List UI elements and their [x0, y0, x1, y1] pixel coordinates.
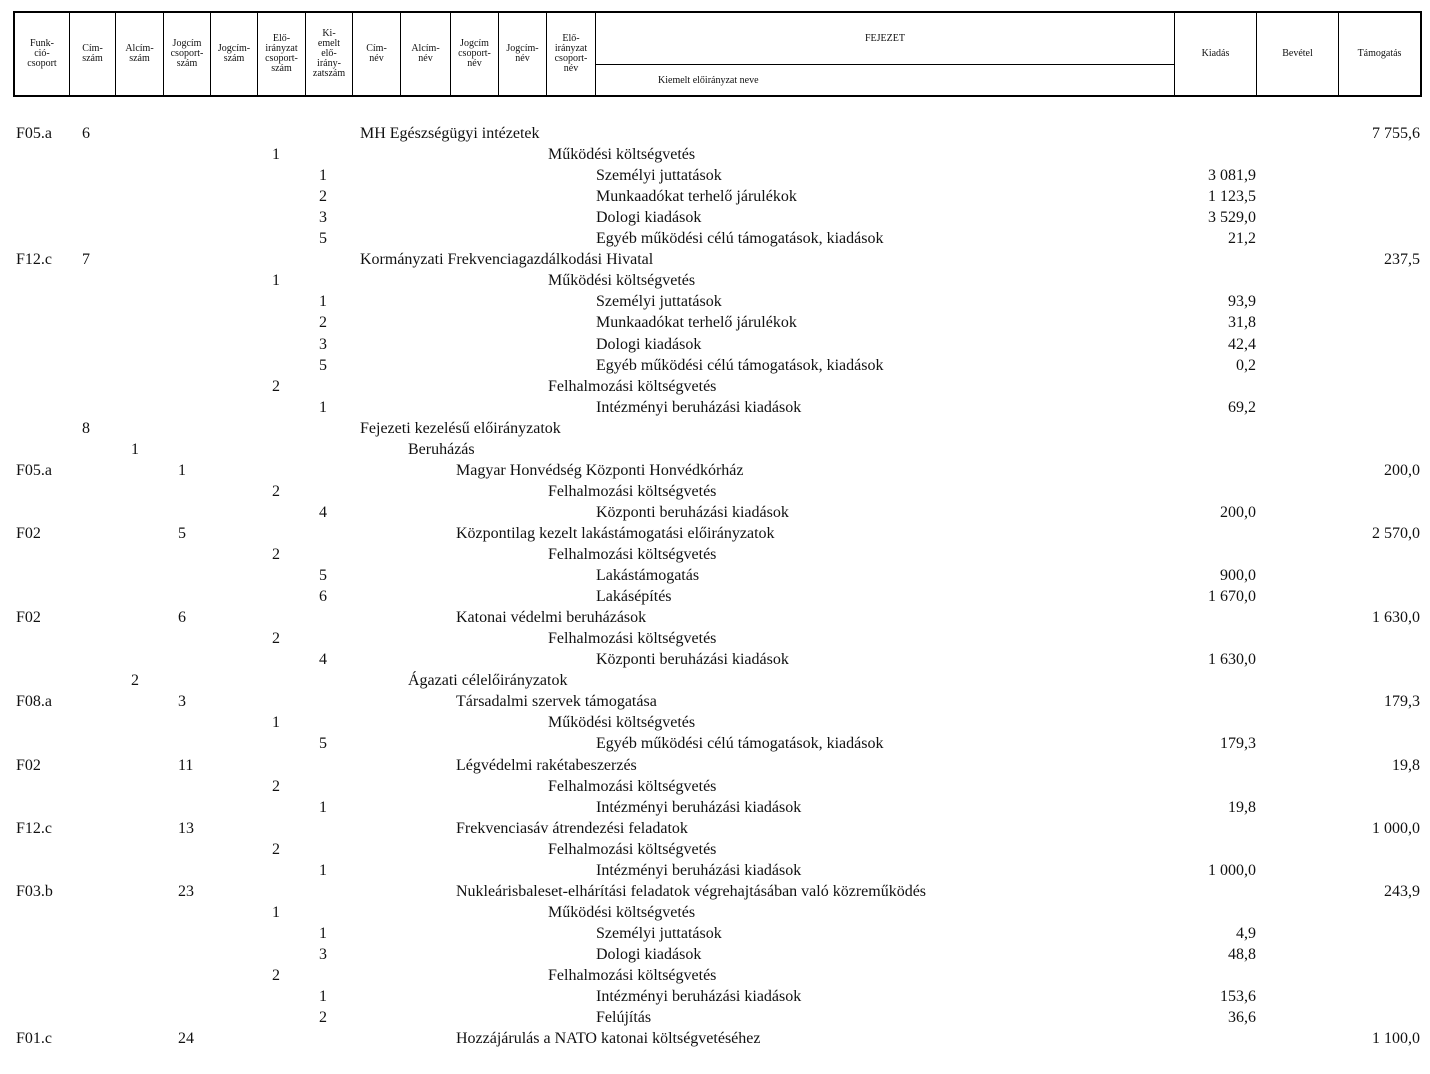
cell-name: Társadalmi szervek támogatása — [456, 693, 657, 711]
cell-kiemelt: 1 — [319, 167, 327, 185]
cell-eloir: 2 — [272, 630, 280, 648]
table-row — [0, 776, 1430, 797]
cell-name: Felhalmozási költségvetés — [548, 482, 717, 500]
header-bevetel: Bevétel — [1257, 13, 1339, 95]
table-row — [0, 797, 1430, 818]
cell-tamogatas: 237,5 — [1384, 251, 1420, 269]
table-row — [0, 670, 1430, 691]
table-row — [0, 481, 1430, 502]
table-row — [0, 755, 1430, 776]
table-row — [0, 1007, 1430, 1028]
cell-eloir: 1 — [272, 272, 280, 290]
table-row — [0, 565, 1430, 586]
table-row — [0, 228, 1430, 249]
cell-kiadas: 3 081,9 — [1208, 167, 1256, 185]
cell-kiadas: 31,8 — [1228, 314, 1256, 332]
cell-name: Magyar Honvédség Központi Honvédkórház — [456, 461, 744, 479]
cell-kiemelt: 6 — [319, 588, 327, 606]
header-cim-nev: Cím- név — [353, 13, 401, 95]
cell-kiadas: 36,6 — [1228, 1009, 1256, 1027]
cell-tamogatas: 1 000,0 — [1372, 819, 1420, 837]
cell-eloir: 2 — [272, 840, 280, 858]
cell-name: Központi beruházási kiadások — [596, 503, 789, 521]
cell-name: Lakástámogatás — [596, 567, 700, 585]
header-jogcim-szam: Jogcím- szám — [211, 13, 258, 95]
cell-alcim: 2 — [131, 672, 139, 690]
table-row — [0, 691, 1430, 712]
cell-funkcio: F02 — [16, 609, 41, 627]
table-row — [0, 944, 1430, 965]
header-eloiranyzat-csoport-nev: Elő- irányzat csoport- név — [547, 13, 596, 95]
cell-kiadas: 42,4 — [1228, 335, 1256, 353]
cell-name: Intézményi beruházási kiadások — [596, 988, 802, 1006]
cell-funkcio: F01.c — [16, 1030, 52, 1048]
cell-name: Felhalmozási költségvetés — [548, 630, 717, 648]
cell-name: MH Egészségügyi intézetek — [360, 125, 540, 142]
cell-name: Felhalmozási költségvetés — [548, 840, 717, 858]
table-row — [0, 712, 1430, 733]
cell-name: Felhalmozási költségvetés — [548, 546, 717, 563]
cell-name: Személyi juttatások — [596, 167, 722, 185]
cell-name: Felhalmozási költségvetés — [548, 967, 717, 984]
cell-jogcimcsop: 13 — [178, 819, 194, 837]
cell-name: Működési költségvetés — [548, 903, 696, 921]
cell-kiadas: 93,9 — [1228, 293, 1256, 311]
header-fejezet-block — [596, 13, 1175, 95]
cell-kiadas: 69,2 — [1228, 398, 1256, 416]
cell-eloir: 2 — [272, 967, 280, 984]
table-row — [0, 376, 1430, 397]
cell-tamogatas: 200,0 — [1384, 461, 1420, 479]
cell-jogcimcsop: 11 — [178, 756, 194, 774]
table-row — [0, 586, 1430, 607]
cell-kiadas: 1 630,0 — [1208, 651, 1256, 669]
cell-name: Kormányzati Frekvenciagazdálkodási Hivatal — [360, 251, 654, 269]
cell-name: Felhalmozási költségvetés — [548, 777, 717, 795]
table-row — [0, 312, 1430, 333]
cell-eloir: 1 — [272, 903, 280, 921]
table-row — [0, 460, 1430, 481]
cell-name: Légvédelmi rakétabeszerzés — [456, 756, 637, 774]
cell-kiemelt: 5 — [319, 735, 327, 753]
cell-kiemelt: 5 — [319, 230, 327, 248]
table-row — [0, 965, 1430, 986]
cell-name: Egyéb működési célú támogatások, kiadások — [596, 230, 884, 248]
cell-jogcimcsop: 24 — [178, 1030, 194, 1048]
cell-kiadas: 4,9 — [1236, 924, 1256, 942]
cell-cim: 8 — [82, 419, 90, 437]
cell-eloir: 2 — [272, 777, 280, 795]
cell-kiemelt: 1 — [319, 988, 327, 1006]
cell-kiemelt: 2 — [319, 1009, 327, 1027]
table-row — [0, 144, 1430, 165]
cell-eloir: 1 — [272, 714, 280, 732]
header-jogcimcsoport-nev: Jogcím csoport- név — [451, 13, 499, 95]
cell-name: Személyi juttatások — [596, 293, 722, 311]
table-row — [0, 839, 1430, 860]
cell-name: Munkaadókat terhelő járulékok — [596, 314, 797, 332]
cell-eloir: 2 — [272, 482, 280, 500]
header-jogcimcsoport-szam: Jogcím csoport- szám — [164, 13, 211, 95]
table-row — [0, 860, 1430, 881]
cell-name: Hozzájárulás a NATO katonai költségvetéséhez — [456, 1030, 761, 1048]
cell-name: Személyi juttatások — [596, 924, 722, 942]
cell-funkcio: F12.c — [16, 819, 52, 837]
cell-kiemelt: 5 — [319, 356, 327, 374]
table-row — [0, 881, 1430, 902]
header-kiemelt-eloiranyzat-neve: Kiemelt előirányzat neve — [658, 74, 759, 86]
table-row — [0, 1028, 1430, 1049]
header-funkcio-csoport: Funk- ció- csoport — [15, 13, 70, 95]
table-row — [0, 186, 1430, 207]
cell-kiadas: 1 000,0 — [1208, 861, 1256, 879]
table-row — [0, 628, 1430, 649]
cell-cim: 6 — [82, 125, 90, 142]
cell-kiemelt: 4 — [319, 503, 327, 521]
table-row — [0, 334, 1430, 355]
header-fejezet: FEJEZET — [596, 13, 1174, 65]
cell-kiemelt: 2 — [319, 188, 327, 206]
cell-funkcio: F12.c — [16, 251, 52, 269]
cell-kiadas: 0,2 — [1236, 356, 1256, 374]
cell-kiadas: 48,8 — [1228, 945, 1256, 963]
cell-name: Egyéb működési célú támogatások, kiadások — [596, 735, 884, 753]
cell-funkcio: F05.a — [16, 461, 52, 479]
cell-funkcio: F02 — [16, 756, 41, 774]
cell-kiadas: 179,3 — [1220, 735, 1256, 753]
cell-funkcio: F05.a — [16, 125, 52, 142]
table-row — [0, 165, 1430, 186]
table-row — [0, 818, 1430, 839]
cell-name: Felújítás — [596, 1009, 652, 1027]
table-row — [0, 397, 1430, 418]
cell-kiadas: 1 670,0 — [1208, 588, 1256, 606]
cell-kiemelt: 1 — [319, 861, 327, 879]
cell-tamogatas: 243,9 — [1384, 882, 1420, 900]
table-row — [0, 207, 1430, 228]
cell-name: Katonai védelmi beruházások — [456, 609, 647, 627]
table-row — [0, 355, 1430, 376]
cell-tamogatas: 7 755,6 — [1372, 125, 1420, 142]
cell-kiemelt: 3 — [319, 945, 327, 963]
cell-kiadas: 19,8 — [1228, 798, 1256, 816]
table-row — [0, 439, 1430, 460]
table-row — [0, 502, 1430, 523]
header-cim-szam: Cím- szám — [70, 13, 116, 95]
cell-name: Működési költségvetés — [548, 146, 696, 164]
cell-name: Intézményi beruházási kiadások — [596, 398, 802, 416]
table-header — [13, 11, 1422, 97]
cell-name: Működési költségvetés — [548, 272, 696, 290]
cell-jogcimcsop: 1 — [178, 461, 186, 479]
table-row — [0, 544, 1430, 565]
table-row — [0, 291, 1430, 312]
cell-name: Dologi kiadások — [596, 335, 702, 353]
header-kiemelt-eloiranyzat-szam: Ki- emelt elő- irány- zatszám — [306, 13, 353, 95]
cell-name: Beruházás — [408, 440, 475, 458]
header-eloiranyzat-csoport-szam: Elő- irányzat csoport- szám — [258, 13, 306, 95]
table-row — [0, 270, 1430, 291]
table-row — [0, 123, 1430, 144]
table-row — [0, 902, 1430, 923]
table-row — [0, 733, 1430, 754]
header-alcim-szam: Alcím- szám — [116, 13, 164, 95]
cell-name: Központilag kezelt lakástámogatási előirányzatok — [456, 524, 775, 542]
cell-kiemelt: 2 — [319, 314, 327, 332]
cell-eloir: 1 — [272, 146, 280, 164]
header-tamogatas: Támogatás — [1357, 48, 1402, 59]
cell-kiadas: 900,0 — [1220, 567, 1256, 585]
cell-name: Nukleárisbaleset-elhárítási feladatok végrehajtásában való közreműködés — [456, 882, 927, 900]
cell-name: Működési költségvetés — [548, 714, 696, 732]
table-row — [0, 607, 1430, 628]
cell-cim: 7 — [82, 251, 90, 269]
cell-funkcio: F03.b — [16, 882, 53, 900]
cell-name: Egyéb működési célú támogatások, kiadások — [596, 356, 884, 374]
cell-name: Lakásépítés — [596, 588, 672, 606]
header-kiadas: Kiadás — [1175, 13, 1257, 95]
cell-alcim: 1 — [131, 440, 139, 458]
cell-jogcimcsop: 6 — [178, 609, 186, 627]
cell-tamogatas: 19,8 — [1392, 756, 1420, 774]
cell-name: Frekvenciasáv átrendezési feladatok — [456, 819, 688, 837]
table-row — [0, 418, 1430, 439]
cell-name: Központi beruházási kiadások — [596, 651, 789, 669]
cell-eloir: 2 — [272, 546, 280, 563]
table-row — [0, 249, 1430, 270]
cell-name: Intézményi beruházási kiadások — [596, 798, 802, 816]
cell-jogcimcsop: 5 — [178, 524, 186, 542]
cell-kiadas: 1 123,5 — [1208, 188, 1256, 206]
cell-tamogatas: 2 570,0 — [1372, 524, 1420, 542]
cell-kiadas: 21,2 — [1228, 230, 1256, 248]
cell-funkcio: F08.a — [16, 693, 52, 711]
cell-funkcio: F02 — [16, 524, 41, 542]
cell-kiemelt: 1 — [319, 398, 327, 416]
cell-kiemelt: 1 — [319, 293, 327, 311]
table-row — [0, 649, 1430, 670]
cell-kiemelt: 3 — [319, 209, 327, 227]
cell-kiadas: 200,0 — [1220, 503, 1256, 521]
header-alcim-nev: Alcím- név — [401, 13, 451, 95]
cell-kiemelt: 1 — [319, 924, 327, 942]
table-row — [0, 986, 1430, 1007]
table-row — [0, 923, 1430, 944]
cell-name: Intézményi beruházási kiadások — [596, 861, 802, 879]
cell-jogcimcsop: 23 — [178, 882, 194, 900]
table-row — [0, 523, 1430, 544]
cell-name: Fejezeti kezelésű előirányzatok — [360, 419, 561, 437]
cell-name: Dologi kiadások — [596, 209, 702, 227]
cell-name: Dologi kiadások — [596, 945, 702, 963]
cell-tamogatas: 1 100,0 — [1372, 1030, 1420, 1048]
cell-jogcimcsop: 3 — [178, 693, 186, 711]
cell-name: Munkaadókat terhelő járulékok — [596, 188, 797, 206]
cell-kiemelt: 1 — [319, 798, 327, 816]
cell-tamogatas: 1 630,0 — [1372, 609, 1420, 627]
cell-kiadas: 153,6 — [1220, 988, 1256, 1006]
cell-tamogatas: 179,3 — [1384, 693, 1420, 711]
cell-eloir: 2 — [272, 377, 280, 395]
header-jogcim-nev: Jogcím- név — [499, 13, 547, 95]
cell-kiadas: 3 529,0 — [1208, 209, 1256, 227]
cell-kiemelt: 3 — [319, 335, 327, 353]
cell-kiemelt: 4 — [319, 651, 327, 669]
cell-kiemelt: 5 — [319, 567, 327, 585]
cell-name: Felhalmozási költségvetés — [548, 377, 717, 395]
cell-name: Ágazati célelőirányzatok — [408, 672, 568, 690]
